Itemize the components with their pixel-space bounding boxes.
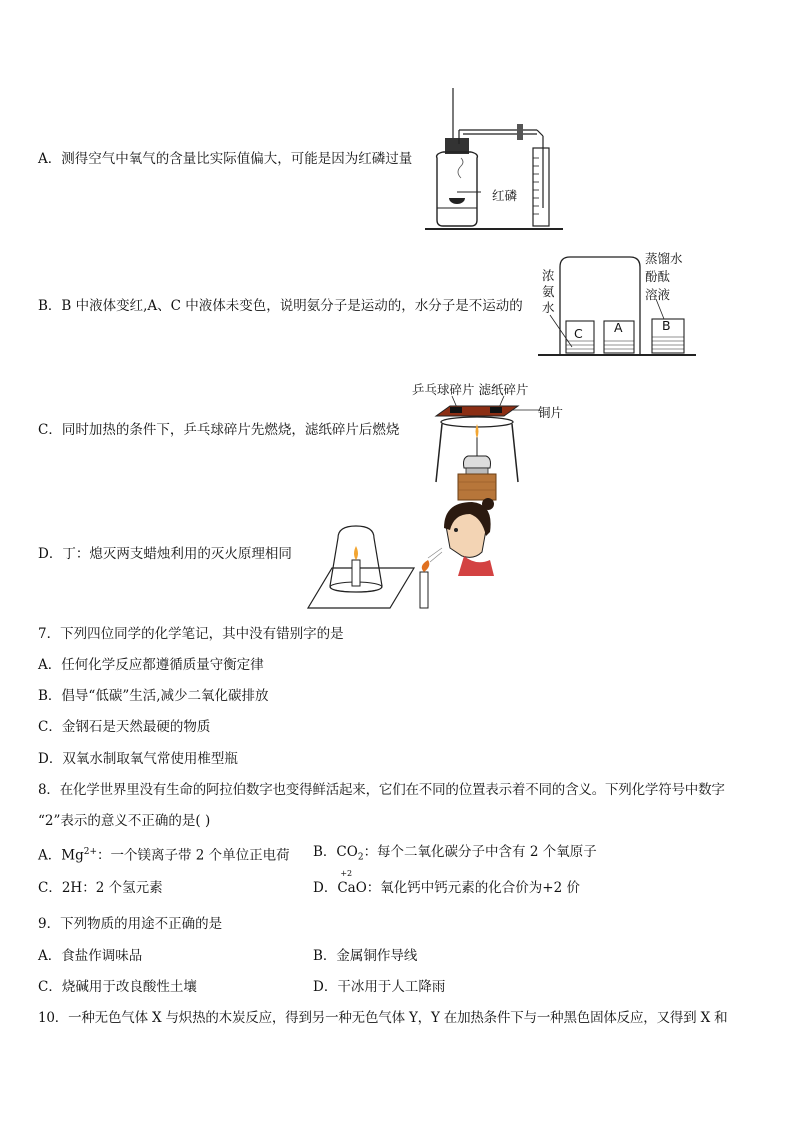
q9-option-d: D．干冰用于人工降雨 [313, 979, 446, 995]
q8-option-c: C．2H：2 个氢元素 [38, 880, 163, 896]
q8-stem-line2: “2”表示的意义不正确的是( ) [38, 813, 211, 829]
beaker-b-label: B [662, 318, 671, 333]
q6-option-b: B．B 中液体变红,A、C 中液体未变色，说明氨分子是运动的，水分子是不运动的 [38, 298, 523, 314]
figure-b-right-label: 蒸馏水 酚酞 溶液 [645, 251, 683, 302]
figure-b-left-label: 浓 氨 水 [542, 268, 555, 315]
q8-option-a: A．$Mg^{2+}$：一个镁离子带 2 个单位正电荷 [38, 847, 290, 864]
q7-option-b: B．倡导“低碳”生活,减少二氧化碳排放 [38, 688, 269, 704]
valence-mark: +2 [340, 869, 353, 878]
figure-d-candles [304, 496, 504, 611]
q7-stem: 7．下列四位同学的化学笔记，其中没有错别字的是 [38, 626, 344, 642]
q6-option-c: C．同时加热的条件下，乒乓球碎片先燃烧，滤纸碎片后燃烧 [38, 422, 400, 438]
q8-option-b: B．$CO_2$：每个二氧化碳分子中含有 2 个氧原子 [313, 844, 597, 863]
q6-option-a: A．测得空气中氧气的含量比实际值偏大，可能是因为红磷过量 [38, 151, 413, 167]
beaker-c-label: C [574, 326, 583, 341]
q8-stem-line1: 8．在化学世界里没有生命的阿拉伯数字也变得鲜活起来，它们在不同的位置表示着不同的含义。下列化学符号中数字 [38, 782, 725, 798]
figure-c-apparatus [432, 396, 552, 511]
figure-a-label: 红磷 [492, 188, 518, 203]
q7-option-c: C．金钢石是天然最硬的物质 [38, 719, 211, 735]
q9-option-c: C．烧碱用于改良酸性土壤 [38, 979, 197, 995]
q9-option-a: A．食盐作调味品 [38, 948, 143, 964]
girl-blowing-icon [428, 498, 494, 576]
q9-option-b: B．金属铜作导线 [313, 948, 418, 964]
beaker-a-label: A [614, 320, 623, 335]
figure-a-apparatus [425, 88, 565, 233]
q6-option-d: D．丁：熄灭两支蜡烛利用的灭火原理相同 [38, 546, 292, 562]
figure-c-side-label: 铜片 [538, 405, 564, 420]
q7-option-a: A．任何化学反应都遵循质量守衡定律 [38, 657, 264, 673]
q10-stem: 10．一种无色气体 X 与炽热的木炭反应，得到另一种无色气体 Y，Y 在加热条件下与一种黑色固体反应，又得到 X 和 [38, 1010, 728, 1026]
q8-option-d: D． +2 CaO：氧化钙中钙元素的化合价为+2 价 [313, 869, 580, 896]
figure-c-top-label: 乒乓球碎片 滤纸碎片 [412, 382, 529, 397]
q9-stem: 9．下列物质的用途不正确的是 [38, 916, 223, 932]
q7-option-d: D．双氧水制取氧气常使用椎型瓶 [38, 751, 238, 767]
